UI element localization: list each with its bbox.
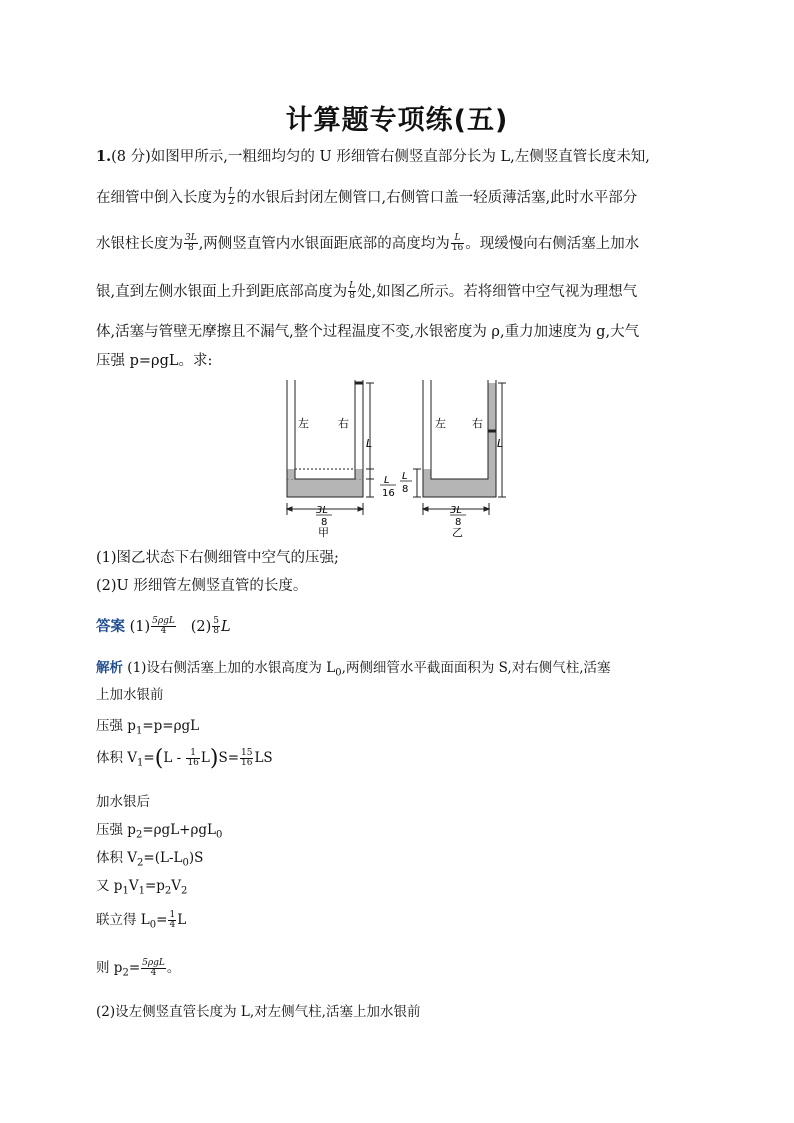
problem-line-2 xyxy=(96,188,698,208)
subscript: 2 xyxy=(181,885,188,897)
solution-text: =p=ρgL xyxy=(142,718,200,734)
frac-num: 5ρgL xyxy=(142,957,165,968)
solution-text: )S xyxy=(188,850,204,866)
solution-text: L xyxy=(177,912,187,928)
solution-text-1b: ,两侧细管水平截面面积为 S,对右侧气柱,活塞 xyxy=(341,660,611,676)
frac-num: 1 xyxy=(186,749,199,759)
solution-line-7 xyxy=(96,846,698,869)
solution-text: V xyxy=(128,878,139,894)
frac-num: 5 xyxy=(213,616,220,626)
problem-text-3a: 水银柱长度为 xyxy=(96,235,183,252)
fraction-1-over-16 xyxy=(186,749,199,769)
frac-num: L xyxy=(451,234,464,244)
problem-text-2b: 的水银后封闭左侧管口,右侧管口盖一轻质薄活塞,此时水平部分 xyxy=(236,189,638,206)
solution-text: 体积 V xyxy=(96,750,138,766)
figure-b xyxy=(413,380,506,515)
solution-text: 压强 p xyxy=(96,822,136,838)
figure-a-left-label: 左 xyxy=(298,417,309,430)
fraction-3L-over-8 xyxy=(184,234,198,254)
frac-den: 8 xyxy=(213,626,220,637)
subscript: 1 xyxy=(138,885,145,897)
solution-text: =ρgL+ρgL xyxy=(142,822,217,838)
solution-text: 体积 V xyxy=(96,850,138,866)
right-paren: ) xyxy=(209,746,219,771)
fraction-15-over-16 xyxy=(240,749,253,769)
solution-text: 则 p xyxy=(96,960,123,976)
solution-text: = xyxy=(156,912,168,928)
problem-line-1 xyxy=(96,150,698,165)
solution-text-1: (1)设右侧活塞上加的水银高度为 L xyxy=(127,660,336,676)
problem-text-2a: 在细管中倒入长度为 xyxy=(96,189,227,206)
solution-text: 。 xyxy=(166,960,181,976)
subscript: 0 xyxy=(182,857,189,869)
figure-a-caption: 甲 xyxy=(318,526,329,539)
problem-line-6: 压强 p=ρgL。求: xyxy=(96,353,213,369)
figure-b-width-den: 8 xyxy=(455,517,462,528)
answer-2-fraction xyxy=(212,617,220,637)
frac-den: 8 xyxy=(187,243,194,254)
figure-a xyxy=(287,380,374,515)
solution-line-8 xyxy=(96,874,698,897)
frac-num: 15 xyxy=(241,747,253,758)
frac-den: 4 xyxy=(169,920,176,930)
answer-label: 答案 xyxy=(96,617,125,635)
problem-points: (8 分) xyxy=(111,149,151,165)
fraction-5pgL-over-4 xyxy=(141,959,166,979)
subscript: 0 xyxy=(216,829,223,841)
frac-num: 3L xyxy=(185,233,197,243)
solution-line-11: (2)设左侧竖直管长度为 L,对左侧气柱,活塞上加水银前 xyxy=(96,1004,421,1020)
subscript: 1 xyxy=(135,725,143,737)
solution-line-6 xyxy=(96,818,698,841)
solution-text: L - xyxy=(163,750,186,766)
problem-line-5: 体,活塞与管壁无摩擦且不漏气,整个过程温度不变,水银密度为 ρ,重力加速度为 g,大气 xyxy=(96,324,640,340)
problem-number: 1. xyxy=(96,148,112,165)
u-tube-figure xyxy=(280,375,520,540)
solution-text: S= xyxy=(218,750,240,766)
solution-line-1 xyxy=(96,656,698,679)
subscript: 2 xyxy=(164,885,172,897)
figure-a-right-label: 右 xyxy=(338,417,349,430)
problem-text-4b: 处,如图乙所示。若将细管中空气视为理想气 xyxy=(357,283,638,300)
subscript: 2 xyxy=(137,857,144,869)
subscript: 2 xyxy=(135,829,143,841)
solution-line-4 xyxy=(96,746,698,771)
sub-question-2: (2)U 形细管左侧竖直管的长度。 xyxy=(96,578,308,594)
solution-line-5: 加水银后 xyxy=(96,794,150,810)
frac-den: 8 xyxy=(349,291,355,302)
solution-text: L xyxy=(200,750,210,766)
figure-b-L8-num: L xyxy=(402,471,408,482)
answer-2-tail: L xyxy=(221,618,231,635)
figure-a-L-label: L xyxy=(366,437,373,450)
solution-text: 又 p xyxy=(96,878,123,894)
answer-part-1: (1) xyxy=(129,618,151,635)
page-title: 计算题专项练(五) xyxy=(285,105,509,136)
solution-line-2: 上加水银前 xyxy=(96,687,164,703)
solution-text: = xyxy=(128,960,141,976)
frac-num: 5ρgL xyxy=(152,616,175,626)
frac-num: L xyxy=(349,281,356,291)
figure-a-L16-num: L xyxy=(384,475,390,486)
figure-b-L8-den: 8 xyxy=(402,484,409,495)
solution-text: = xyxy=(143,750,155,766)
frac-den: 16 xyxy=(451,243,464,254)
problem-line-4 xyxy=(96,282,698,302)
solution-text: 压强 p xyxy=(96,718,136,734)
figure-a-width-den: 8 xyxy=(321,517,328,528)
problem-text-1: 如图甲所示,一粗细均匀的 U 形细管右侧竖直部分长为 L,左侧竖直管长度未知, xyxy=(150,149,650,165)
subscript: 1 xyxy=(137,757,144,769)
frac-den: 16 xyxy=(241,758,253,768)
solution-text: =(L-L xyxy=(143,850,183,866)
fraction-L-over-2 xyxy=(228,188,236,208)
fraction-1-over-4 xyxy=(168,911,176,931)
frac-den: 16 xyxy=(187,758,199,768)
u-tube-a-outline xyxy=(287,380,363,497)
left-paren: ( xyxy=(154,746,164,771)
solution-label: 解析 xyxy=(96,660,123,676)
figure-b-right-label: 右 xyxy=(472,417,483,430)
problem-text-4a: 银,直到左侧水银面上升到距底部高度为 xyxy=(96,283,348,300)
solution-text: LS xyxy=(254,750,273,766)
solution-text: 联立得 L xyxy=(96,912,150,928)
fraction-L-over-16 xyxy=(451,234,464,254)
frac-num: L xyxy=(228,187,235,197)
solution-line-3 xyxy=(96,714,698,737)
frac-num: 1 xyxy=(169,909,176,920)
frac-den: 2 xyxy=(228,197,235,208)
subscript: 0 xyxy=(149,919,157,931)
problem-text-3c: 。现缓慢向右侧活塞上加水 xyxy=(465,235,640,252)
answer-part-2: (2) xyxy=(190,618,212,635)
problem-line-3 xyxy=(96,234,698,254)
figure-b-width-num: 3L xyxy=(450,505,462,516)
figure-a-width-num: 3L xyxy=(316,505,328,516)
frac-den: 4 xyxy=(160,626,167,637)
sub-question-1: (1)图乙状态下右侧细管中空气的压强; xyxy=(96,550,339,566)
figure-a-L16-den: 16 xyxy=(382,488,395,499)
answer-1-fraction xyxy=(151,617,176,637)
figure-b-caption: 乙 xyxy=(452,526,463,539)
subscript: 0 xyxy=(335,667,342,679)
problem-text-3b: ,两侧竖直管内水银面距底部的高度均为 xyxy=(198,235,450,252)
frac-den: 4 xyxy=(150,968,157,978)
figure-b-L-label: L xyxy=(497,437,504,450)
solution-line-9 xyxy=(96,908,698,931)
fraction-L-over-8 xyxy=(348,282,356,302)
solution-line-10 xyxy=(96,956,698,979)
subscript: 2 xyxy=(122,967,129,979)
figure-b-left-label: 左 xyxy=(435,417,446,430)
mercury-a-bottom xyxy=(287,479,363,497)
answer-line xyxy=(96,617,698,637)
solution-text: =p xyxy=(144,878,165,894)
solution-text: V xyxy=(171,878,182,894)
u-tube-b-outline xyxy=(423,380,496,497)
subscript: 1 xyxy=(122,885,129,897)
